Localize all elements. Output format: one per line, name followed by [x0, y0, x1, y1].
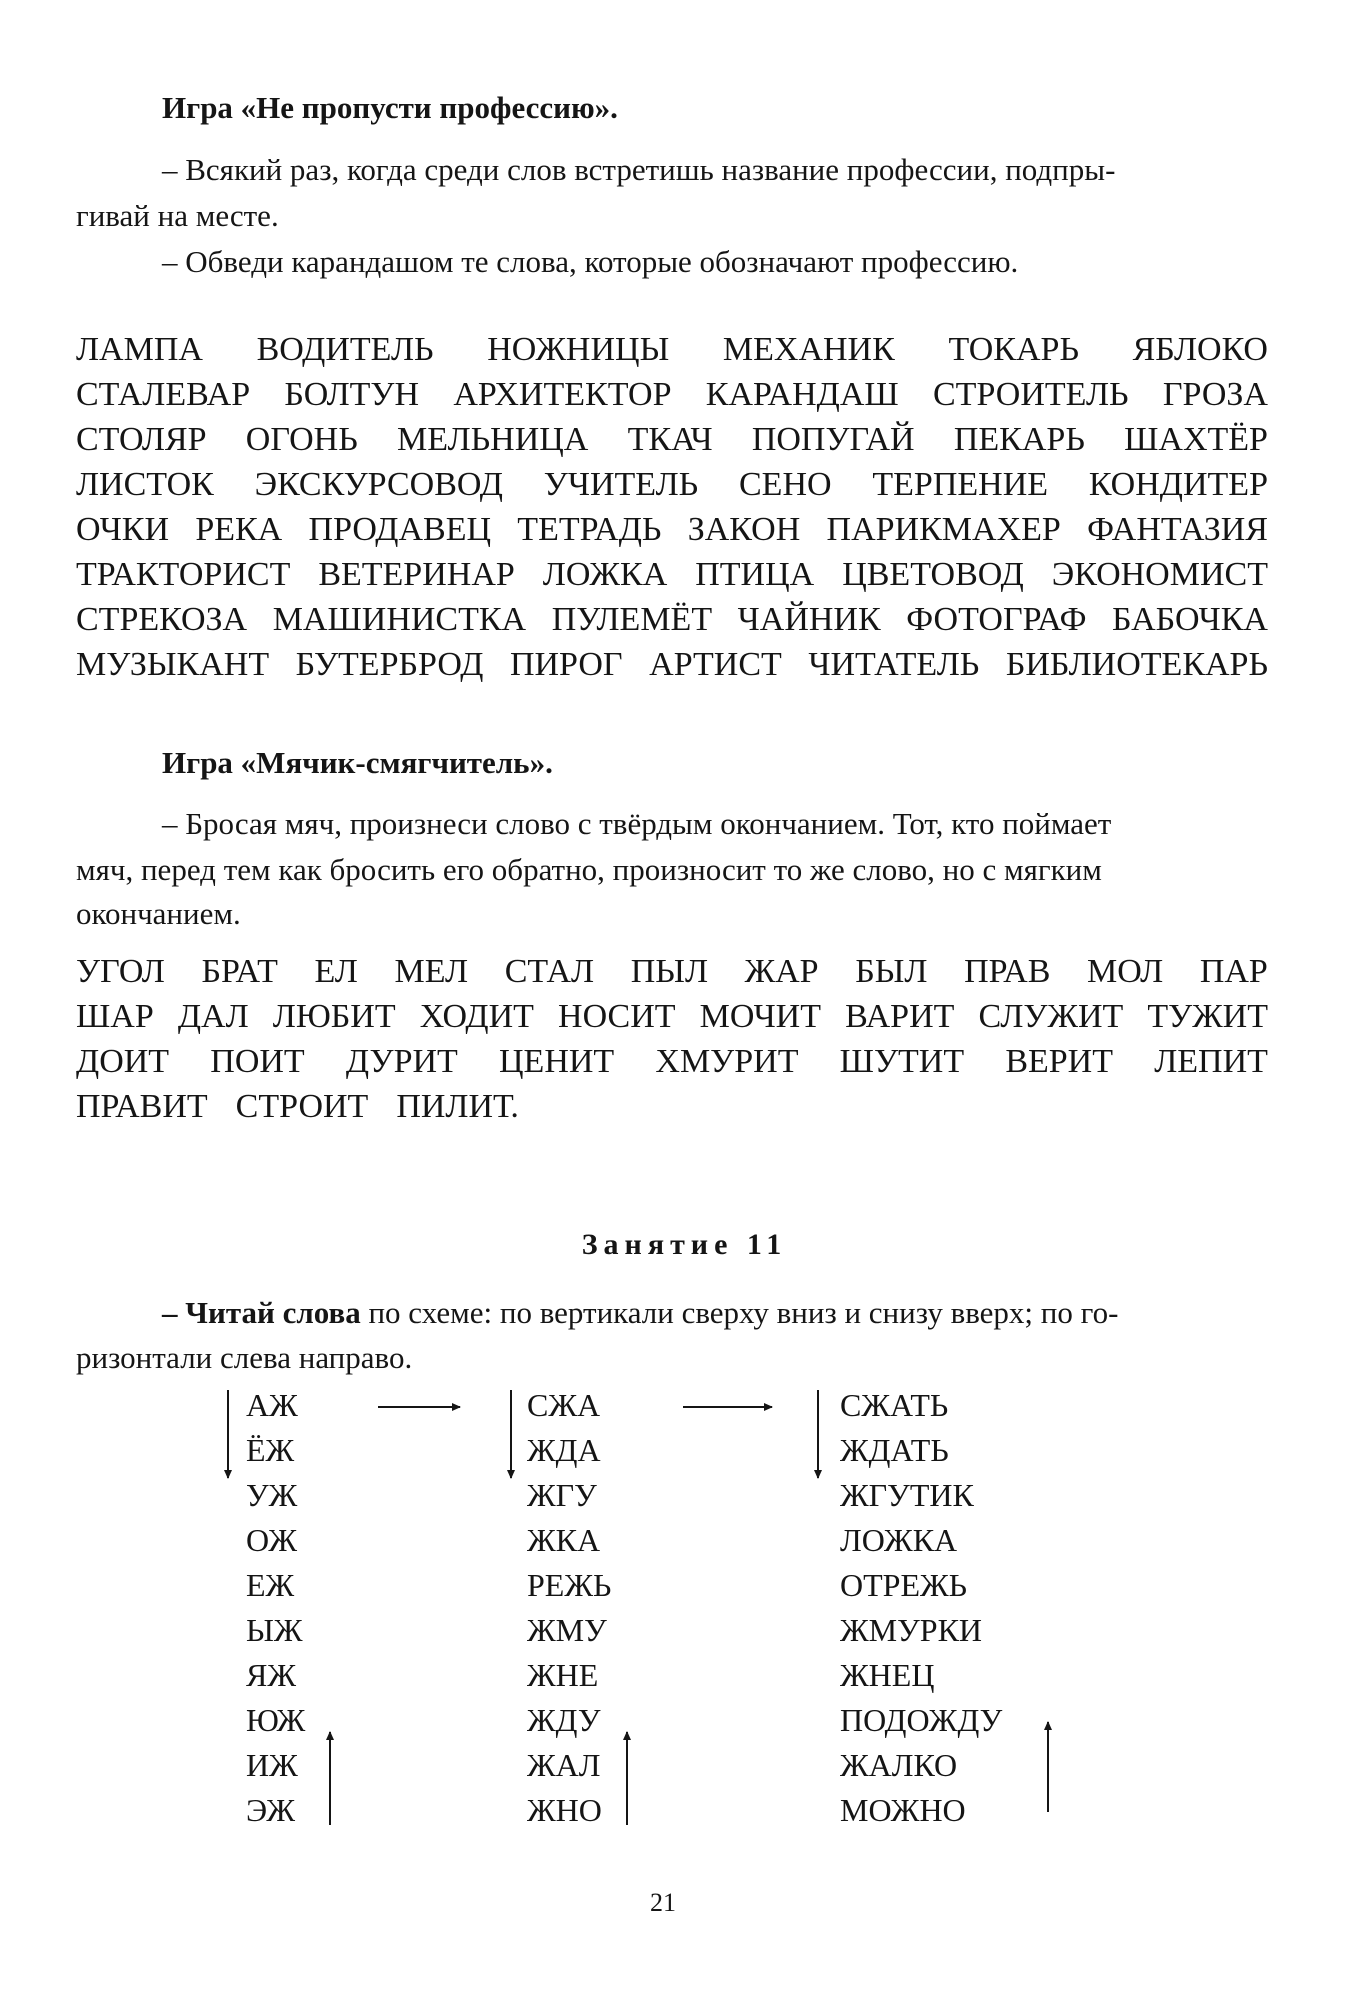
lesson-column2-word: РЕЖЬ	[527, 1567, 612, 1603]
game1-word: ЭКОНОМИСТ	[1051, 556, 1268, 593]
game2-word: ЖАР	[744, 953, 819, 990]
game1-word: СЕНО	[739, 466, 832, 503]
lesson-column1-word: ЁЖ	[246, 1432, 295, 1468]
game2-word: ПЫЛ	[630, 953, 709, 990]
game2-word: УГОЛ	[76, 953, 165, 990]
game2-word: МОЛ	[1087, 953, 1164, 990]
lesson-column1-word: УЖ	[246, 1477, 298, 1513]
lesson-column3-word: ЛОЖКА	[840, 1522, 958, 1558]
game1-word: ЛИСТОК	[76, 466, 214, 503]
game2-instruction-line1: – Бросая мяч, произнеси слово с твёрдым окончанием. Тот, кто поймает	[162, 806, 1112, 841]
game2-word: БРАТ	[201, 953, 278, 990]
game1-word: ЛАМПА	[76, 331, 203, 368]
game1-word: ЯБЛОКО	[1132, 331, 1268, 368]
game1-word: ВОДИТЕЛЬ	[256, 331, 434, 368]
lesson-instruction-rest: по схеме: по вертикали сверху вниз и снизу вверх; по го-	[360, 1295, 1119, 1330]
game1-word: УЧИТЕЛЬ	[543, 466, 699, 503]
game1-row	[76, 601, 1268, 639]
game1-row	[76, 331, 1268, 369]
game2-word: БЫЛ	[855, 953, 928, 990]
game1-word: ПИРОГ	[509, 646, 623, 683]
game2-word: ПИЛИТ.	[396, 1088, 519, 1125]
game1-word: ПТИЦА	[695, 556, 815, 593]
game1-word: БУТЕРБРОД	[295, 646, 484, 683]
game2-word: НОСИТ	[558, 998, 676, 1035]
game1-instruction-1b: гивай на месте.	[76, 198, 279, 233]
game1-row	[76, 421, 1268, 459]
lesson-column1-word: ЕЖ	[246, 1567, 295, 1603]
page-number: 21	[650, 1888, 676, 1917]
lesson-column2-word: ЖДУ	[527, 1702, 601, 1738]
game1-word: ВЕТЕРИНАР	[318, 556, 515, 593]
game1-instruction-1a: – Всякий раз, когда среди слов встретишь название профессии, подпры-	[162, 152, 1116, 187]
game2-word: СЛУЖИТ	[978, 998, 1124, 1035]
game2-instruction-line3: окончанием.	[76, 896, 241, 931]
game1-row	[76, 466, 1268, 504]
game1-word: БАБОЧКА	[1112, 601, 1268, 638]
game1-word: ЗАКОН	[687, 511, 801, 548]
game1-word: ГРОЗА	[1162, 376, 1268, 413]
lesson-column3-word: ЖНЕЦ	[840, 1657, 935, 1693]
game2-row	[76, 998, 1268, 1036]
game1-row	[76, 376, 1268, 414]
game2-instruction-line2: мяч, перед тем как бросить его обратно, произносит то же слово, но с мягким	[76, 852, 1102, 887]
lesson-column2-word: ЖМУ	[527, 1612, 607, 1648]
game2-row	[76, 953, 1268, 991]
game2-row	[76, 1043, 1268, 1081]
lesson-column1-word: ОЖ	[246, 1522, 297, 1558]
game1-row	[76, 556, 1268, 594]
lesson-column2-word: ЖНЕ	[527, 1657, 599, 1693]
lesson-column2-word: ЖНО	[527, 1792, 602, 1828]
game1-word: ТКАЧ	[627, 421, 713, 458]
lesson-column2-word: ЖКА	[527, 1522, 601, 1558]
game1-word: ШАХТЁР	[1124, 421, 1268, 458]
game1-word: СТРЕКОЗА	[76, 601, 248, 638]
game1-instruction-2: – Обведи карандашом те слова, которые обозначают профессию.	[162, 244, 1019, 279]
lesson-column3-word: ПОДОЖДУ	[840, 1702, 1003, 1738]
game1-word: МЕЛЬНИЦА	[397, 421, 589, 458]
lesson-column3-word: ЖГУТИК	[840, 1477, 974, 1513]
lesson-column1-word: ИЖ	[246, 1747, 298, 1783]
game1-word: ПЕКАРЬ	[953, 421, 1085, 458]
game1-word: МЕХАНИК	[722, 331, 895, 368]
game1-word: СТРОИТЕЛЬ	[933, 376, 1129, 413]
lesson-column3-word: СЖАТЬ	[840, 1387, 949, 1423]
game1-word: КАРАНДАШ	[705, 376, 899, 413]
game2-word: ВАРИТ	[845, 998, 955, 1035]
game1-word: МАШИНИСТКА	[272, 601, 527, 638]
game1-word: БИБЛИОТЕКАРЬ	[1005, 646, 1268, 683]
game1-word: ТЕРПЕНИЕ	[872, 466, 1049, 503]
game2-word: ЛЕПИТ	[1154, 1043, 1268, 1080]
game1-word: МУЗЫКАНТ	[76, 646, 270, 683]
game1-word: ПАРИКМАХЕР	[826, 511, 1061, 548]
game1-row	[76, 511, 1268, 549]
game2-word: ПАР	[1199, 953, 1268, 990]
game2-word: ПРАВ	[964, 953, 1051, 990]
lesson-title: Занятие 11	[581, 1228, 788, 1261]
game2-word: ЦЕНИТ	[499, 1043, 615, 1080]
game2-word: СТРОИТ	[235, 1088, 369, 1125]
game2-word: ДАЛ	[177, 998, 249, 1035]
lesson-column2-word: ЖДА	[527, 1432, 601, 1468]
game1-word: СТАЛЕВАР	[76, 376, 251, 413]
lesson-column3-word: ОТРЕЖЬ	[840, 1567, 968, 1603]
game1-word: НОЖНИЦЫ	[487, 331, 670, 368]
game2-word: МОЧИТ	[699, 998, 821, 1035]
lesson-column2-word: ЖГУ	[527, 1477, 597, 1513]
game2-word: ХМУРИТ	[655, 1043, 799, 1080]
game2-word: ПОИТ	[210, 1043, 305, 1080]
game2-word: ДОИТ	[76, 1043, 170, 1080]
lesson-column1-word: АЖ	[246, 1387, 298, 1423]
game1-word: ПОПУГАЙ	[751, 421, 915, 458]
game2-title: Игра «Мячик-смягчитель».	[162, 745, 553, 780]
lesson-column3-word: МОЖНО	[840, 1792, 966, 1828]
game2-word: ДУРИТ	[345, 1043, 458, 1080]
lesson-column1-word: ЮЖ	[246, 1702, 306, 1738]
game2-word: ЛЮБИТ	[272, 998, 396, 1035]
game2-word: ЕЛ	[314, 953, 358, 990]
game1-word: ПРОДАВЕЦ	[308, 511, 492, 548]
game1-word: ЭКСКУРСОВОД	[254, 466, 503, 503]
game1-row	[76, 646, 1268, 684]
game1-word: ТРАКТОРИСТ	[76, 556, 291, 593]
game2-word: МЕЛ	[394, 953, 469, 990]
game2-word: ШАР	[76, 998, 154, 1035]
game2-word: СТАЛ	[504, 953, 595, 990]
game1-word: ТОКАРЬ	[948, 331, 1079, 368]
game1-word: КОНДИТЕР	[1088, 466, 1268, 503]
game1-word: АРТИСТ	[649, 646, 782, 683]
lesson-column1-word: ЫЖ	[246, 1612, 303, 1648]
lesson-column1-word: ЭЖ	[246, 1792, 295, 1828]
game2-row	[76, 1088, 519, 1126]
lesson-instruction	[162, 1295, 1118, 1331]
game1-word: ТЕТРАДЬ	[517, 511, 662, 548]
game1-word: ЛОЖКА	[542, 556, 668, 593]
game1-word: ПУЛЕМЁТ	[551, 601, 713, 638]
lesson-column2-word: СЖА	[527, 1387, 601, 1423]
game1-word: ЧАЙНИК	[737, 601, 881, 638]
game1-word: БОЛТУН	[284, 376, 420, 413]
lesson-column3-word: ЖМУРКИ	[840, 1612, 983, 1648]
game2-word: ПРАВИТ	[76, 1088, 208, 1125]
game2-word: ВЕРИТ	[1005, 1043, 1114, 1080]
game1-word: ФАНТАЗИЯ	[1087, 511, 1268, 548]
lesson-column2-word: ЖАЛ	[527, 1747, 601, 1783]
game1-word: ФОТОГРАФ	[906, 601, 1087, 638]
game1-word: РЕКА	[195, 511, 283, 548]
game1-word: ОЧКИ	[76, 511, 170, 548]
lesson-column1-word: ЯЖ	[246, 1657, 297, 1693]
game1-word: ЦВЕТОВОД	[842, 556, 1024, 593]
game2-word: ХОДИТ	[419, 998, 534, 1035]
lesson-instruction-bold: – Читай слова	[162, 1295, 361, 1330]
lesson-column3-word: ЖДАТЬ	[840, 1432, 949, 1468]
game1-word: АРХИТЕКТОР	[453, 376, 672, 413]
lesson-column3-word: ЖАЛКО	[840, 1747, 958, 1783]
game1-word: ОГОНЬ	[245, 421, 358, 458]
game2-word: ТУЖИТ	[1147, 998, 1268, 1035]
game1-word: ЧИТАТЕЛЬ	[808, 646, 980, 683]
game1-word: СТОЛЯР	[76, 421, 207, 458]
lesson-instruction-line2: ризонтали слева направо.	[76, 1340, 413, 1375]
game1-title: Игра «Не пропусти профессию».	[162, 90, 618, 125]
game2-word: ШУТИТ	[839, 1043, 965, 1080]
